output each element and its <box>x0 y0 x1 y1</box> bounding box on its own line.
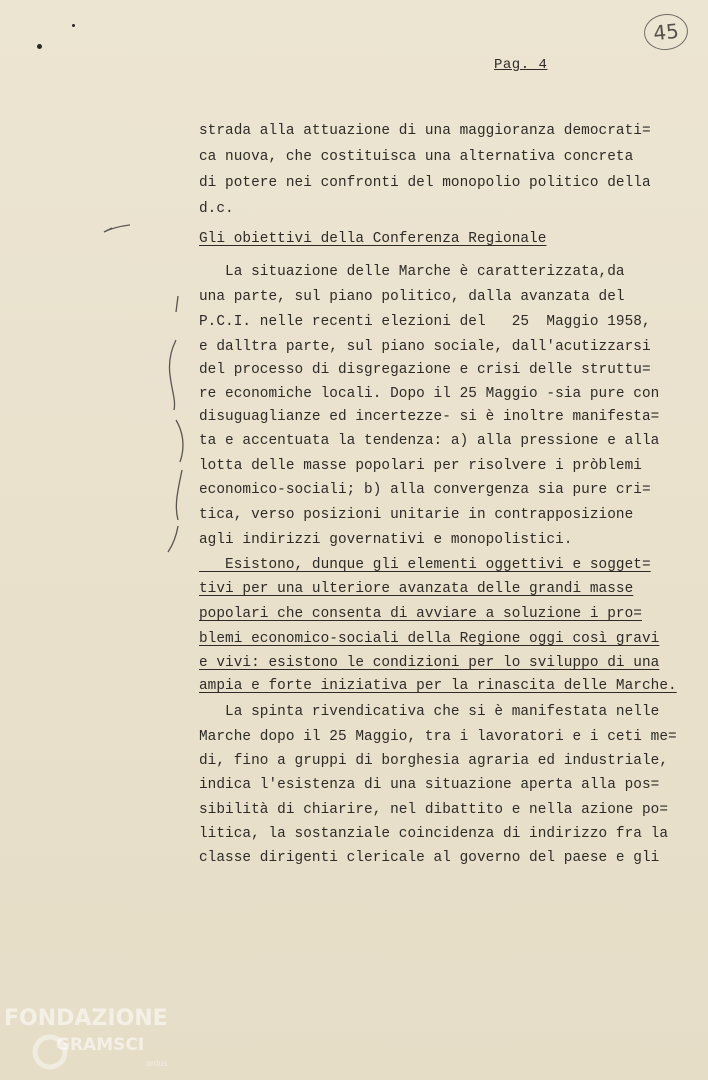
pencil-arrow-mark <box>104 225 130 232</box>
text-line: e dalltra parte, sul piano sociale, dall'acutizzarsi <box>199 339 651 355</box>
text-line-underlined: blemi economico-sociali della Regione oggi così gravi <box>199 631 660 647</box>
pencil-margin-bracket <box>168 296 183 552</box>
text-line-underlined: tivi per una ulteriore avanzata delle grandi masse <box>199 581 634 597</box>
text-line: ta e accentuata la tendenza: a) alla pressione e alla <box>199 433 660 449</box>
text-line-underlined: Esistono, dunque gli elementi oggettivi e sogget= <box>199 557 651 573</box>
text-line: d.c. <box>199 201 234 217</box>
text-line: disuguaglianze ed incertezze- si è inoltre manifesta= <box>199 409 660 425</box>
text-line: Marche dopo il 25 Maggio, tra i lavoratori e i ceti me= <box>199 729 677 745</box>
ink-dot-small <box>72 24 75 27</box>
watermark-line-1: FONDAZIONE <box>4 1006 168 1031</box>
text-line: La situazione delle Marche è caratterizzata,da <box>199 264 625 280</box>
text-line: tica, verso posizioni unitarie in contrapposizione <box>199 507 634 523</box>
text-line: re economiche locali. Dopo il 25 Maggio -sia pure con <box>199 386 660 402</box>
text-line: P.C.I. nelle recenti elezioni del 25 Maggio 1958, <box>199 314 651 330</box>
text-line: strada alla attuazione di una maggioranza democrati= <box>199 123 651 139</box>
text-line: indica l'esistenza di una situazione aperta alla pos= <box>199 777 660 793</box>
text-line: ca nuova, che costituisca una alternativa concreta <box>199 149 634 165</box>
text-line-underlined: ampia e forte iniziativa per la rinascita delle Marche. <box>199 678 677 694</box>
text-line: di, fino a gruppi di borghesia agraria ed industriale, <box>199 753 669 769</box>
archive-page-number: 45 <box>642 12 690 52</box>
text-line: La spinta rivendicativa che si è manifestata nelle <box>199 704 660 720</box>
text-line: del processo di disgregazione e crisi delle struttu= <box>199 362 651 378</box>
text-line: di potere nei confronti del monopolio politico della <box>199 175 651 191</box>
watermark-small: onlus <box>146 1059 168 1068</box>
text-line-underlined: e vivi: esistono le condizioni per lo sviluppo di una <box>199 655 660 671</box>
page-label: Pag. 4 <box>494 57 548 73</box>
text-line: una parte, sul piano politico, dalla avanzata del <box>199 289 625 305</box>
watermark-line-2: GRAMSCI <box>56 1035 145 1055</box>
text-line: litica, la sostanziale coincidenza di indirizzo fra la <box>199 826 669 842</box>
text-line-underlined: popolari che consenta di avviare a soluzione i pro= <box>199 606 642 622</box>
text-line: agli indirizzi governativi e monopolistici. <box>199 532 573 548</box>
section-heading: Gli obiettivi della Conferenza Regionale <box>199 231 547 247</box>
ink-dot <box>37 44 42 49</box>
fondazione-gramsci-watermark <box>4 1000 184 1075</box>
text-line: classe dirigenti clericale al governo del paese e gli <box>199 850 660 866</box>
text-line: lotta delle masse popolari per risolvere i pròblemi <box>199 458 642 474</box>
text-line: economico-sociali; b) alla convergenza sia pure cri= <box>199 482 651 498</box>
text-line: sibilità di chiarire, nel dibattito e nella azione po= <box>199 802 669 818</box>
